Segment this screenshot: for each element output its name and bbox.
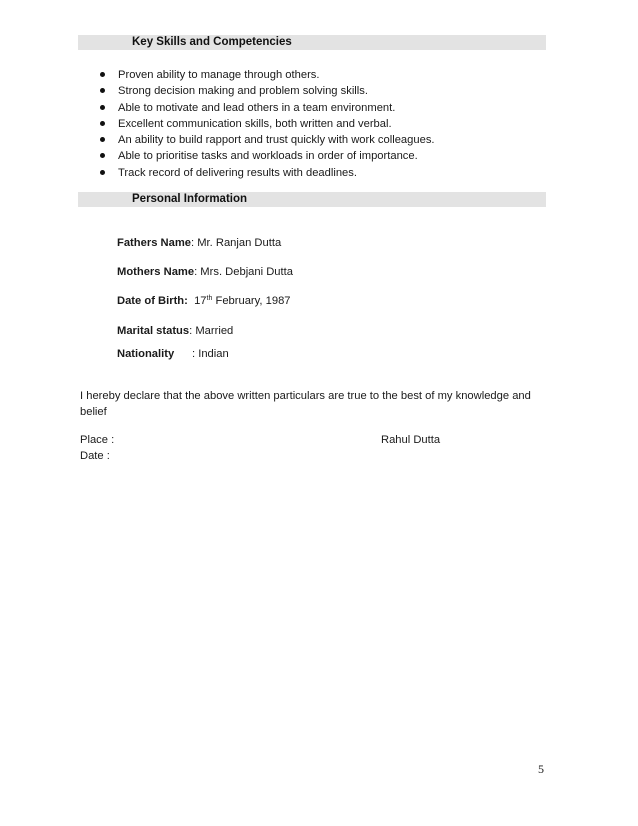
- bullet-icon: [100, 105, 105, 110]
- mother-name-row: [117, 265, 293, 280]
- bullet-icon: [100, 170, 105, 175]
- mother-name-label: Mothers Name: [117, 266, 195, 278]
- father-name-row: [117, 236, 281, 251]
- dob-suffix: th: [206, 295, 213, 302]
- place-label: Place :: [80, 434, 115, 446]
- bullet-icon: [100, 72, 105, 77]
- skills-section-title: Key Skills and Competencies: [132, 36, 292, 48]
- bullet-icon: [100, 153, 105, 158]
- list-item: Strong decision making and problem solving skills.: [100, 83, 435, 99]
- list-item: An ability to build rapport and trust quickly with work colleagues.: [100, 132, 435, 148]
- father-name-label: Fathers Name: [117, 237, 191, 249]
- marital-status-row: [117, 324, 233, 339]
- bullet-icon: [100, 88, 105, 93]
- list-item: Track record of delivering results with deadlines.: [100, 165, 435, 181]
- date-label: Date :: [80, 450, 110, 462]
- father-name-value: : Mr. Ranjan Dutta: [191, 237, 282, 249]
- nationality-row: [117, 347, 229, 362]
- list-item: Proven ability to manage through others.: [100, 67, 435, 83]
- bullet-icon: [100, 121, 105, 126]
- dob-label: Date of Birth:: [117, 295, 188, 307]
- declaration-text: I hereby declare that the above written particulars are true to the best of my knowledge and belief: [80, 390, 531, 418]
- list-item: Excellent communication skills, both written and verbal.: [100, 116, 435, 132]
- signature-name: Rahul Dutta: [381, 434, 441, 446]
- marital-status-value: : Married: [189, 325, 234, 337]
- dob-rest: February, 1987: [212, 295, 291, 307]
- dob-row: [117, 294, 291, 309]
- skills-list: [100, 67, 435, 181]
- mother-name-value: : Mrs. Debjani Dutta: [194, 266, 293, 278]
- bullet-icon: [100, 137, 105, 142]
- marital-status-label: Marital status: [117, 325, 190, 337]
- page-number: 5: [538, 762, 544, 776]
- dob-day: 17: [194, 295, 207, 307]
- list-item: Able to motivate and lead others in a team environment.: [100, 100, 435, 116]
- personal-section-title: Personal Information: [132, 193, 248, 205]
- nationality-label: Nationality: [117, 348, 175, 360]
- nationality-value: : Indian: [192, 348, 229, 360]
- list-item: Able to prioritise tasks and workloads in order of importance.: [100, 148, 435, 164]
